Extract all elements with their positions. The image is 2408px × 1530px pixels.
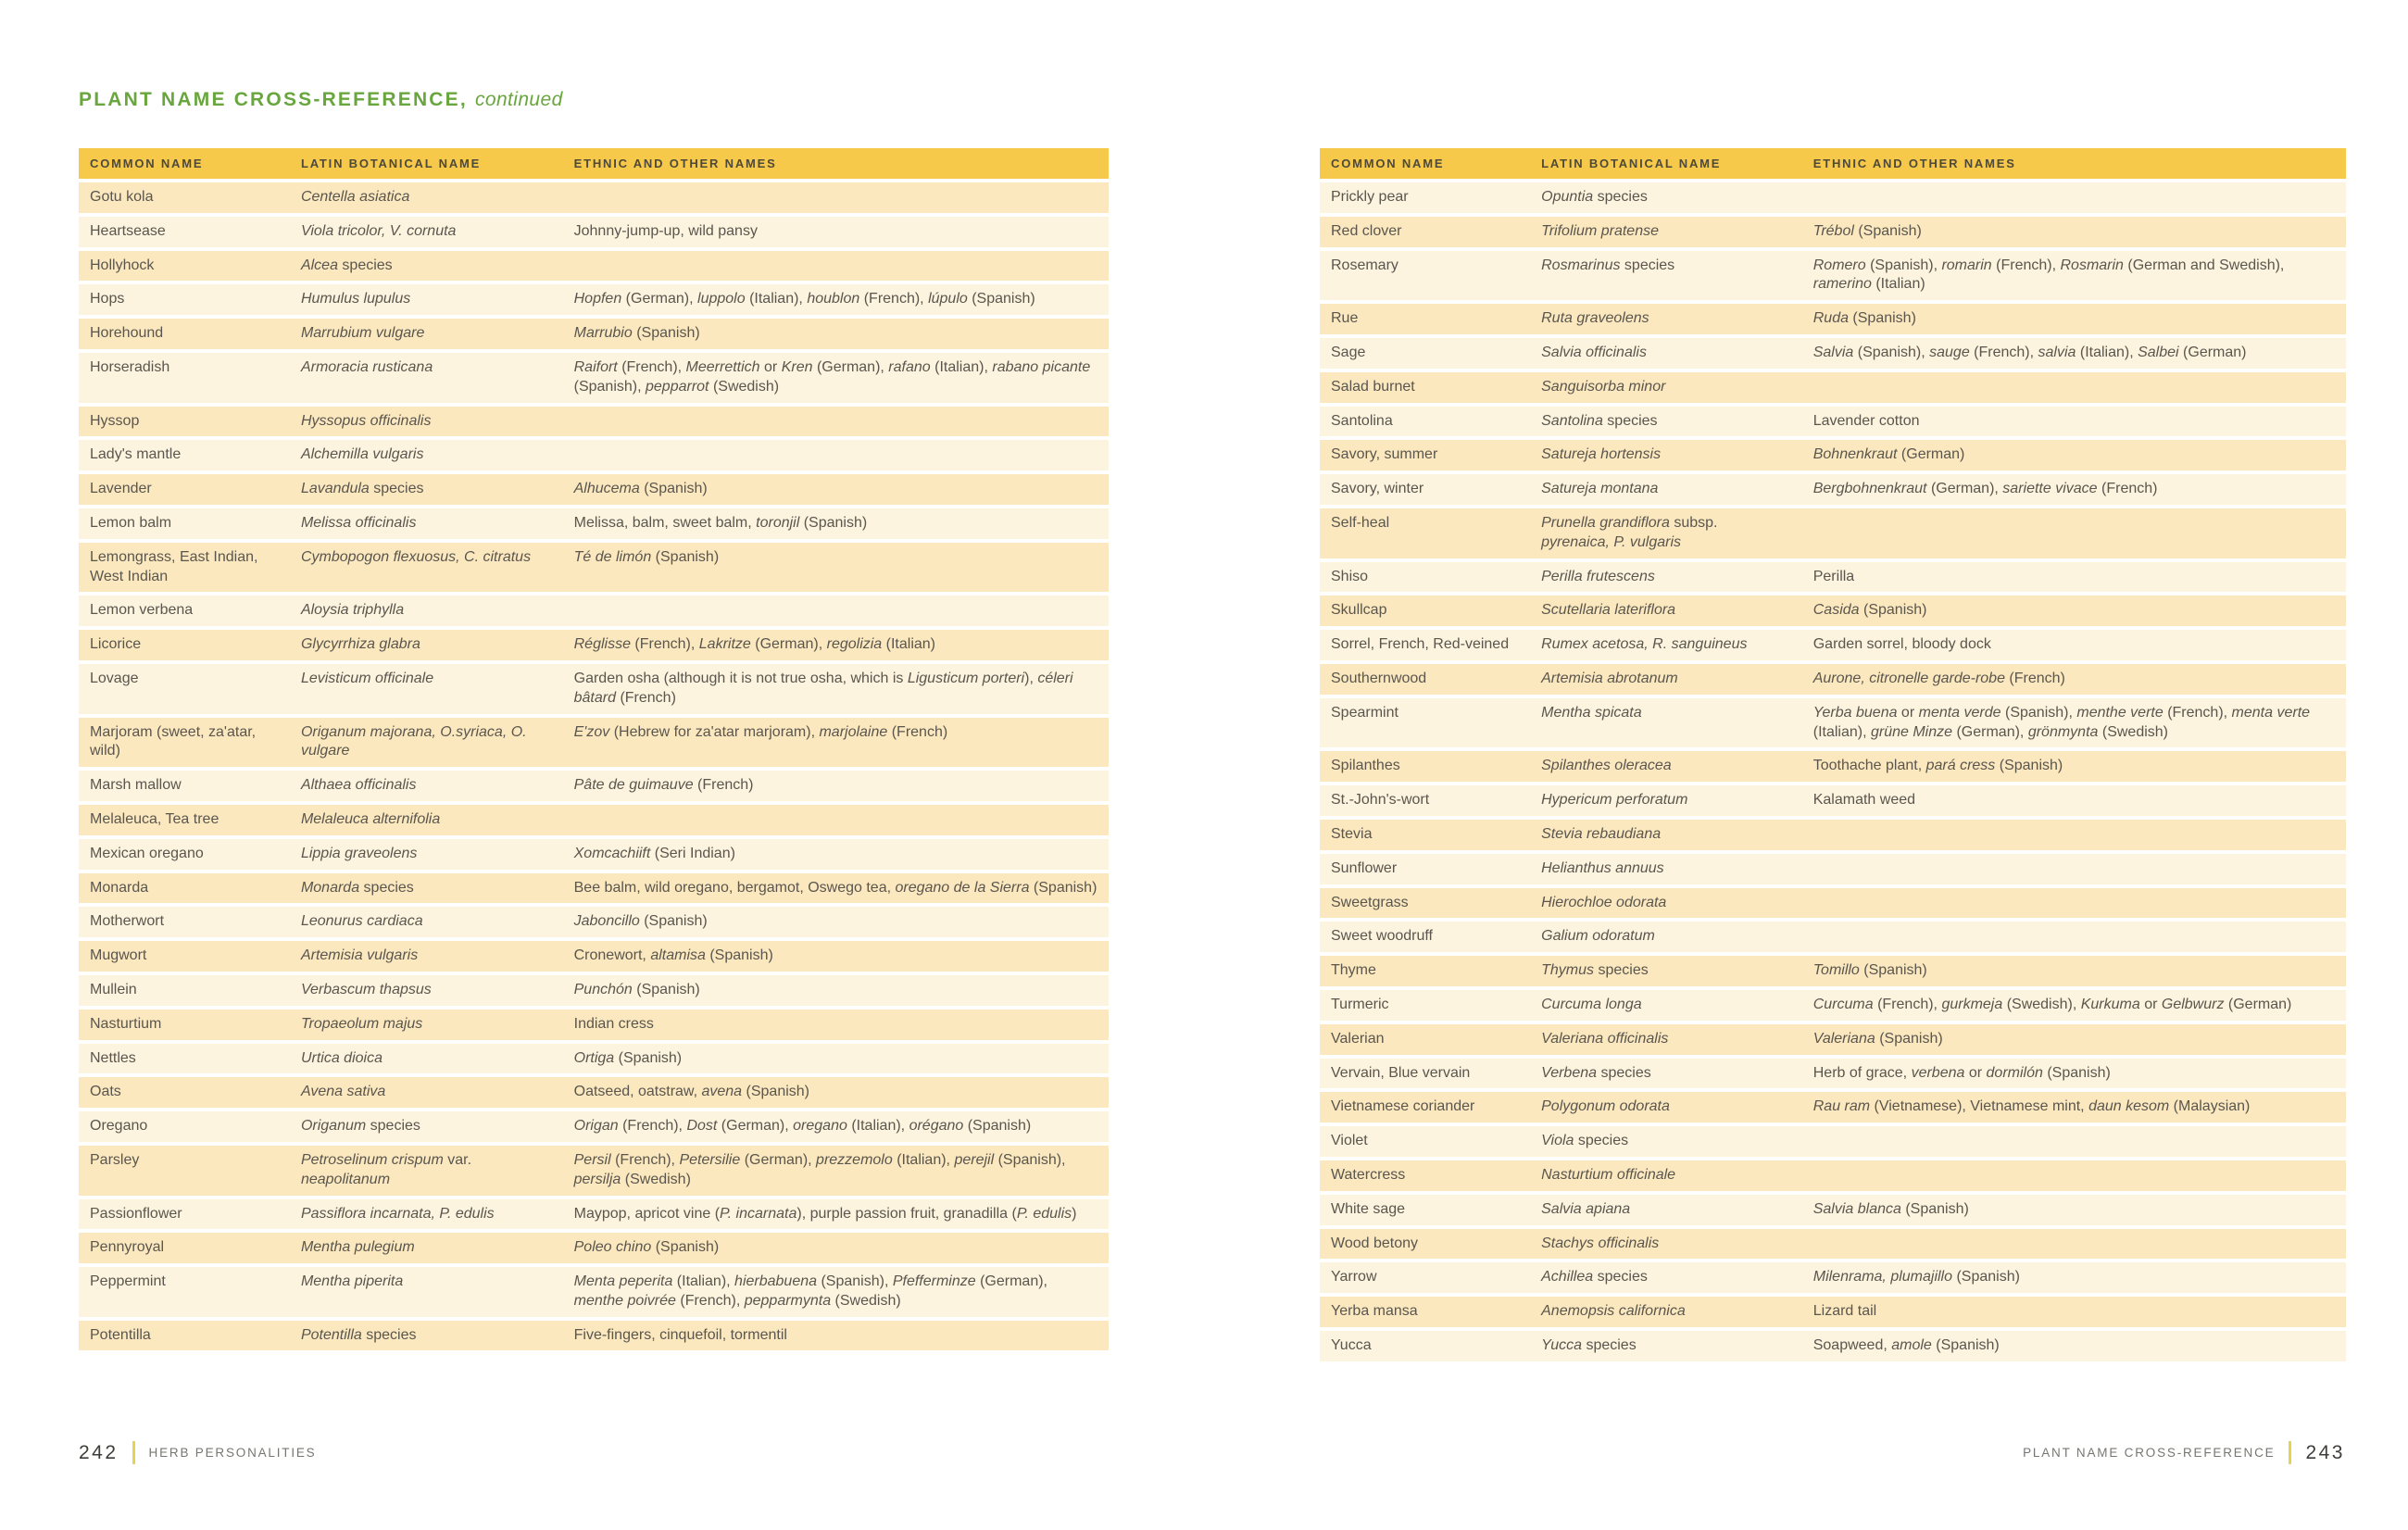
table-row bbox=[1320, 956, 2346, 986]
table-row bbox=[79, 596, 1109, 626]
table-row bbox=[1320, 217, 2346, 247]
ethnic-name-cell: E'zov (Hebrew for za'atar marjoram), marjolaine (French) bbox=[573, 723, 948, 740]
common-name-cell: Sage bbox=[1331, 344, 1366, 360]
common-name-cell: Thyme bbox=[1331, 962, 1376, 979]
table-row bbox=[1320, 630, 2346, 660]
ethnic-name-cell bbox=[563, 251, 1109, 282]
latin-name-cell: Scutellaria lateriflora bbox=[1541, 602, 1676, 619]
latin-name-cell: Viola species bbox=[1541, 1133, 1629, 1149]
table-row bbox=[1320, 338, 2346, 369]
table-row bbox=[1320, 1126, 2346, 1157]
latin-name-cell: Urtica dioica bbox=[300, 1049, 383, 1066]
latin-name-cell: Armoracia rusticana bbox=[300, 358, 433, 375]
ethnic-name-cell: Raifort (French), Meerrettich or Kren (German), rafano (Italian), rabano picante (Spanish), pepparrot (Swedish) bbox=[573, 358, 1091, 395]
ethnic-name-cell bbox=[1802, 1160, 2346, 1191]
table-row bbox=[79, 319, 1109, 349]
common-name-cell: Lemon balm bbox=[90, 514, 172, 531]
latin-name-cell: Hyssopus officinalis bbox=[300, 412, 432, 429]
common-name-cell: Stevia bbox=[1331, 825, 1373, 842]
latin-name-cell: Humulus lupulus bbox=[300, 291, 411, 307]
ethnic-name-cell: Yerba buena or menta verde (Spanish), menthe verte (French), menta verte (Italian), grüne Minze (German), grönmynta (Swedish) bbox=[1812, 704, 2311, 740]
common-name-cell: Rosemary bbox=[1331, 257, 1398, 273]
ethnic-name-cell: Ortiga (Spanish) bbox=[573, 1049, 683, 1066]
common-name-cell: Savory, summer bbox=[1331, 446, 1438, 463]
latin-name-cell: Potentilla species bbox=[300, 1326, 417, 1343]
table-row bbox=[79, 873, 1109, 904]
common-name-cell: Motherwort bbox=[90, 913, 165, 930]
table-row bbox=[1320, 664, 2346, 695]
table-row bbox=[1320, 1059, 2346, 1089]
plant-table-left bbox=[79, 148, 1109, 1350]
table-row bbox=[79, 1199, 1109, 1230]
latin-name-cell: Mentha piperita bbox=[300, 1273, 404, 1290]
table-row bbox=[79, 1233, 1109, 1263]
ethnic-name-cell bbox=[1802, 372, 2346, 403]
latin-name-cell: Salvia officinalis bbox=[1541, 344, 1647, 360]
common-name-cell: Self-heal bbox=[1331, 514, 1390, 531]
table-header-row bbox=[1320, 148, 2346, 179]
ethnic-name-cell: Xomcachiift (Seri Indian) bbox=[573, 845, 735, 861]
ethnic-name-cell: Té de limón (Spanish) bbox=[573, 548, 720, 565]
ethnic-name-cell: Bergbohnenkraut (German), sariette vivace (French) bbox=[1812, 481, 2158, 497]
latin-name-cell: Santolina species bbox=[1541, 412, 1658, 429]
table-row bbox=[1320, 562, 2346, 593]
common-name-cell: Skullcap bbox=[1331, 602, 1387, 619]
latin-name-cell: Marrubium vulgare bbox=[300, 325, 425, 342]
table-row bbox=[79, 543, 1109, 593]
ethnic-name-cell: Toothache plant, pará cress (Spanish) bbox=[1812, 758, 2063, 774]
ethnic-name-cell: Pâte de guimauve (French) bbox=[573, 777, 754, 794]
table-row bbox=[1320, 854, 2346, 884]
ethnic-name-cell: Melissa, balm, sweet balm, toronjil (Spanish) bbox=[573, 514, 868, 531]
table-row bbox=[1320, 440, 2346, 470]
table-row bbox=[1320, 785, 2346, 816]
common-name-cell: Rue bbox=[1331, 310, 1359, 327]
latin-name-cell: Viola tricolor, V. cornuta bbox=[300, 222, 457, 239]
common-name-cell: Marjoram (sweet, za'atar, wild) bbox=[90, 723, 257, 759]
table-row bbox=[79, 474, 1109, 505]
latin-name-cell: Satureja montana bbox=[1541, 481, 1659, 497]
common-name-cell: Vietnamese coriander bbox=[1331, 1098, 1475, 1115]
latin-name-cell: Galium odoratum bbox=[1541, 928, 1655, 945]
common-name-cell: Spilanthes bbox=[1331, 758, 1400, 774]
common-name-cell: Marsh mallow bbox=[90, 777, 182, 794]
table-row bbox=[1320, 1229, 2346, 1260]
ethnic-name-cell: Bee balm, wild oregano, bergamot, Oswego tea, oregano de la Sierra (Spanish) bbox=[573, 879, 1097, 896]
ethnic-name-cell: Jaboncillo (Spanish) bbox=[573, 913, 708, 930]
page-number: 243 bbox=[2305, 1441, 2345, 1463]
common-name-cell: Violet bbox=[1331, 1133, 1368, 1149]
latin-name-cell: Mentha pulegium bbox=[300, 1239, 415, 1256]
ethnic-name-cell bbox=[563, 407, 1109, 437]
table-row bbox=[1320, 596, 2346, 626]
ethnic-name-cell bbox=[1802, 820, 2346, 850]
ethnic-name-cell: Cronewort, altamisa (Spanish) bbox=[573, 947, 773, 964]
ethnic-name-cell bbox=[563, 440, 1109, 470]
latin-name-cell: Alcea species bbox=[300, 257, 393, 273]
ethnic-name-cell: Poleo chino (Spanish) bbox=[573, 1239, 720, 1256]
ethnic-name-cell: Casida (Spanish) bbox=[1812, 602, 1927, 619]
table-row bbox=[79, 182, 1109, 213]
common-name-cell: Mugwort bbox=[90, 947, 147, 964]
ethnic-name-cell: Marrubio (Spanish) bbox=[573, 325, 700, 342]
common-name-cell: Sweetgrass bbox=[1331, 894, 1409, 910]
table-row bbox=[1320, 508, 2346, 558]
table-row bbox=[1320, 1195, 2346, 1225]
ethnic-name-cell: Perilla bbox=[1812, 568, 1855, 584]
ethnic-name-cell: Tomillo (Spanish) bbox=[1812, 962, 1927, 979]
common-name-cell: Savory, winter bbox=[1331, 481, 1424, 497]
table-row bbox=[79, 975, 1109, 1006]
table-row bbox=[79, 907, 1109, 937]
ethnic-name-cell: Hopfen (German), luppolo (Italian), houblon (French), lúpulo (Spanish) bbox=[573, 291, 1035, 307]
common-name-cell: Sweet woodruff bbox=[1331, 928, 1433, 945]
table-row bbox=[1320, 1331, 2346, 1361]
latin-name-cell: Rosmarinus species bbox=[1541, 257, 1675, 273]
latin-name-cell: Passiflora incarnata, P. edulis bbox=[300, 1205, 495, 1222]
common-name-cell: Horseradish bbox=[90, 358, 170, 375]
ethnic-name-cell: Five-fingers, cinquefoil, tormentil bbox=[573, 1326, 787, 1343]
table-row bbox=[79, 217, 1109, 247]
ethnic-name-cell: Oatseed, oatstraw, avena (Spanish) bbox=[573, 1084, 809, 1100]
latin-name-cell: Lippia graveolens bbox=[300, 845, 418, 861]
latin-name-cell: Avena sativa bbox=[300, 1084, 386, 1100]
footer-section-title: HERB PERSONALITIES bbox=[148, 1446, 317, 1460]
common-name-cell: Turmeric bbox=[1331, 996, 1389, 1012]
common-name-cell: Lemongrass, East Indian, West Indian bbox=[90, 548, 258, 584]
latin-name-cell: Tropaeolum majus bbox=[300, 1015, 423, 1032]
common-name-cell: Lemon verbena bbox=[90, 602, 194, 619]
ethnic-name-cell bbox=[1802, 182, 2346, 213]
column-header: COMMON NAME bbox=[90, 157, 204, 170]
latin-name-cell: Ruta graveolens bbox=[1541, 310, 1649, 327]
table-row bbox=[1320, 251, 2346, 301]
latin-name-cell: Satureja hortensis bbox=[1541, 446, 1662, 463]
latin-name-cell: Valeriana officinalis bbox=[1541, 1030, 1669, 1047]
ethnic-name-cell: Punchón (Spanish) bbox=[573, 981, 700, 997]
table-row bbox=[79, 805, 1109, 835]
ethnic-name-cell: Indian cress bbox=[573, 1015, 654, 1032]
latin-name-cell: Verbascum thapsus bbox=[300, 981, 432, 997]
ethnic-name-cell: Johnny-jump-up, wild pansy bbox=[573, 222, 758, 239]
common-name-cell: Lady's mantle bbox=[90, 446, 182, 463]
common-name-cell: Passionflower bbox=[90, 1205, 182, 1222]
table-row bbox=[1320, 698, 2346, 748]
ethnic-name-cell bbox=[563, 596, 1109, 626]
latin-name-cell: Leonurus cardiaca bbox=[300, 913, 423, 930]
table-row bbox=[1320, 1024, 2346, 1055]
table-row bbox=[1320, 474, 2346, 505]
common-name-cell: Heartsease bbox=[90, 222, 166, 239]
table-row bbox=[1320, 372, 2346, 403]
ethnic-name-cell: Herb of grace, verbena or dormilón (Spanish) bbox=[1812, 1064, 2111, 1081]
common-name-cell: Parsley bbox=[90, 1151, 140, 1168]
common-name-cell: Yarrow bbox=[1331, 1269, 1377, 1285]
latin-name-cell: Opuntia species bbox=[1541, 189, 1648, 205]
common-name-cell: Licorice bbox=[90, 636, 142, 653]
latin-name-cell: Alchemilla vulgaris bbox=[300, 446, 424, 463]
column-header: ETHNIC AND OTHER NAMES bbox=[1812, 157, 2016, 170]
latin-name-cell: Polygonum odorata bbox=[1541, 1098, 1670, 1115]
latin-name-cell: Aloysia triphylla bbox=[300, 602, 405, 619]
common-name-cell: Wood betony bbox=[1331, 1235, 1418, 1251]
table-row bbox=[1320, 182, 2346, 213]
ethnic-name-cell: Salvia blanca (Spanish) bbox=[1812, 1200, 1969, 1217]
latin-name-cell: Glycyrrhiza glabra bbox=[300, 636, 420, 653]
latin-name-cell: Helianthus annuus bbox=[1541, 859, 1664, 876]
table-row bbox=[79, 941, 1109, 972]
table-row bbox=[79, 1321, 1109, 1351]
table-row bbox=[79, 718, 1109, 768]
common-name-cell: Watercress bbox=[1331, 1166, 1406, 1183]
latin-name-cell: Nasturtium officinale bbox=[1541, 1166, 1676, 1183]
table-row bbox=[79, 771, 1109, 801]
ethnic-name-cell: Valeriana (Spanish) bbox=[1812, 1030, 1943, 1047]
table-row bbox=[1320, 820, 2346, 850]
latin-name-cell: Levisticum officinale bbox=[300, 670, 434, 686]
table-row bbox=[79, 1267, 1109, 1317]
common-name-cell: Gotu kola bbox=[90, 189, 154, 205]
table-row bbox=[79, 508, 1109, 539]
latin-name-cell: Curcuma longa bbox=[1541, 996, 1642, 1012]
common-name-cell: Red clover bbox=[1331, 222, 1402, 239]
footer-section-title: PLANT NAME CROSS-REFERENCE bbox=[2023, 1446, 2276, 1460]
table-row bbox=[1320, 407, 2346, 437]
table-row bbox=[1320, 751, 2346, 782]
plant-table-right bbox=[1320, 148, 2346, 1361]
table-row bbox=[1320, 888, 2346, 919]
common-name-cell: Hyssop bbox=[90, 412, 140, 429]
common-name-cell: Salad burnet bbox=[1331, 378, 1415, 395]
ethnic-name-cell: Trébol (Spanish) bbox=[1812, 222, 1922, 239]
column-header: COMMON NAME bbox=[1331, 157, 1445, 170]
latin-name-cell: Althaea officinalis bbox=[300, 777, 417, 794]
table-row bbox=[79, 1146, 1109, 1196]
latin-name-cell: Anemopsis californica bbox=[1541, 1303, 1686, 1320]
latin-name-cell: Artemisia abrotanum bbox=[1541, 670, 1678, 686]
page-title bbox=[79, 89, 563, 111]
latin-name-cell: Achillea species bbox=[1541, 1269, 1648, 1285]
ethnic-name-cell bbox=[1802, 888, 2346, 919]
common-name-cell: Oats bbox=[90, 1084, 121, 1100]
left-page-footer bbox=[79, 1441, 317, 1464]
ethnic-name-cell bbox=[1802, 508, 2346, 558]
common-name-cell: Mullein bbox=[90, 981, 137, 997]
page-title-main: PLANT NAME CROSS-REFERENCE, bbox=[79, 89, 468, 110]
table-row bbox=[79, 1044, 1109, 1074]
page-number: 242 bbox=[79, 1441, 119, 1463]
footer-divider-bar bbox=[2289, 1441, 2291, 1464]
table-row bbox=[79, 1111, 1109, 1142]
ethnic-name-cell bbox=[1802, 1229, 2346, 1260]
ethnic-name-cell: Milenrama, plumajillo (Spanish) bbox=[1812, 1269, 2020, 1285]
common-name-cell: Prickly pear bbox=[1331, 189, 1409, 205]
table-row bbox=[1320, 304, 2346, 334]
table-row bbox=[79, 440, 1109, 470]
table-row bbox=[79, 630, 1109, 660]
ethnic-name-cell: Aurone, citronelle garde-robe (French) bbox=[1812, 670, 2065, 686]
latin-name-cell: Lavandula species bbox=[300, 481, 424, 497]
ethnic-name-cell bbox=[563, 182, 1109, 213]
table-row bbox=[79, 251, 1109, 282]
ethnic-name-cell: Origan (French), Dost (German), oregano (Italian), orégano (Spanish) bbox=[573, 1118, 1032, 1135]
latin-name-cell: Salvia apiana bbox=[1541, 1200, 1631, 1217]
right-page bbox=[1204, 0, 2408, 1530]
latin-name-cell: Cymbopogon flexuosus, C. citratus bbox=[300, 548, 532, 565]
ethnic-name-cell: Bohnenkraut (German) bbox=[1812, 446, 1965, 463]
latin-name-cell: Prunella grandiflora subsp. pyrenaica, P. vulgaris bbox=[1541, 514, 1718, 550]
table-row bbox=[1320, 1262, 2346, 1293]
common-name-cell: Vervain, Blue vervain bbox=[1331, 1064, 1471, 1081]
latin-name-cell: Petroselinum crispum var. neapolitanum bbox=[300, 1151, 472, 1187]
ethnic-name-cell: Soapweed, amole (Spanish) bbox=[1812, 1336, 2000, 1353]
ethnic-name-cell bbox=[563, 805, 1109, 835]
ethnic-name-cell: Romero (Spanish), romarin (French), Rosmarin (German and Swedish), ramerino (Italian) bbox=[1812, 257, 2285, 293]
latin-name-cell: Stachys officinalis bbox=[1541, 1235, 1660, 1251]
table-row bbox=[79, 839, 1109, 870]
common-name-cell: Santolina bbox=[1331, 412, 1393, 429]
table-row bbox=[1320, 1297, 2346, 1327]
footer-divider-bar bbox=[132, 1441, 135, 1464]
latin-name-cell: Yucca species bbox=[1541, 1336, 1637, 1353]
ethnic-name-cell: Salvia (Spanish), sauge (French), salvia (Italian), Salbei (German) bbox=[1812, 344, 2247, 360]
common-name-cell: Lavender bbox=[90, 481, 152, 497]
latin-name-cell: Centella asiatica bbox=[300, 189, 410, 205]
latin-name-cell: Rumex acetosa, R. sanguineus bbox=[1541, 636, 1748, 653]
column-header: ETHNIC AND OTHER NAMES bbox=[573, 157, 777, 170]
latin-name-cell: Sanguisorba minor bbox=[1541, 378, 1666, 395]
ethnic-name-cell bbox=[1802, 922, 2346, 952]
ethnic-name-cell: Alhucema (Spanish) bbox=[573, 481, 708, 497]
common-name-cell: Shiso bbox=[1331, 568, 1369, 584]
table-row bbox=[79, 1077, 1109, 1108]
latin-name-cell: Melaleuca alternifolia bbox=[300, 810, 441, 827]
table-row bbox=[79, 353, 1109, 403]
ethnic-name-cell: Garden osha (although it is not true osha, which is Ligusticum porteri), céleri bâtard (French) bbox=[573, 670, 1073, 706]
ethnic-name-cell: Garden sorrel, bloody dock bbox=[1812, 636, 1991, 653]
page-title-continued: continued bbox=[474, 89, 563, 110]
table-row bbox=[1320, 990, 2346, 1021]
common-name-cell: Sunflower bbox=[1331, 859, 1398, 876]
ethnic-name-cell: Curcuma (French), gurkmeja (Swedish), Kurkuma or Gelbwurz (German) bbox=[1812, 996, 2292, 1012]
common-name-cell: Lovage bbox=[90, 670, 139, 686]
table-row bbox=[79, 284, 1109, 315]
common-name-cell: Southernwood bbox=[1331, 670, 1427, 686]
ethnic-name-cell: Kalamath weed bbox=[1812, 792, 1916, 809]
common-name-cell: Potentilla bbox=[90, 1326, 151, 1343]
latin-name-cell: Thymus species bbox=[1541, 962, 1649, 979]
latin-name-cell: Origanum species bbox=[300, 1118, 420, 1135]
common-name-cell: Oregano bbox=[90, 1118, 148, 1135]
common-name-cell: Pennyroyal bbox=[90, 1239, 165, 1256]
latin-name-cell: Verbena species bbox=[1541, 1064, 1651, 1081]
ethnic-name-cell: Rau ram (Vietnamese), Vietnamese mint, daun kesom (Malaysian) bbox=[1812, 1098, 2251, 1115]
table-row bbox=[79, 407, 1109, 437]
latin-name-cell: Stevia rebaudiana bbox=[1541, 825, 1662, 842]
table-row bbox=[1320, 922, 2346, 952]
common-name-cell: Yerba mansa bbox=[1331, 1303, 1418, 1320]
ethnic-name-cell: Ruda (Spanish) bbox=[1812, 310, 1916, 327]
ethnic-name-cell: Menta peperita (Italian), hierbabuena (Spanish), Pfefferminze (German), menthe poivrée (French), pepparmynta (Swedish) bbox=[573, 1273, 1047, 1309]
common-name-cell: White sage bbox=[1331, 1200, 1406, 1217]
common-name-cell: Nettles bbox=[90, 1049, 136, 1066]
latin-name-cell: Mentha spicata bbox=[1541, 704, 1642, 721]
latin-name-cell: Origanum majorana, O.syriaca, O. vulgare bbox=[300, 723, 527, 759]
latin-name-cell: Monarda species bbox=[300, 879, 414, 896]
latin-name-cell: Hierochloe odorata bbox=[1541, 894, 1667, 910]
ethnic-name-cell bbox=[1802, 1126, 2346, 1157]
common-name-cell: Monarda bbox=[90, 879, 149, 896]
ethnic-name-cell bbox=[1802, 854, 2346, 884]
common-name-cell: Peppermint bbox=[90, 1273, 166, 1290]
common-name-cell: St.-John's-wort bbox=[1331, 792, 1430, 809]
column-header: LATIN BOTANICAL NAME bbox=[1541, 157, 1722, 170]
table-row bbox=[79, 664, 1109, 714]
common-name-cell: Yucca bbox=[1331, 1336, 1372, 1353]
latin-name-cell: Hypericum perforatum bbox=[1541, 792, 1688, 809]
column-header: LATIN BOTANICAL NAME bbox=[300, 157, 482, 170]
common-name-cell: Melaleuca, Tea tree bbox=[90, 810, 219, 827]
ethnic-name-cell: Lavender cotton bbox=[1812, 412, 1920, 429]
ethnic-name-cell: Réglisse (French), Lakritze (German), regolizia (Italian) bbox=[573, 636, 935, 653]
table-row bbox=[1320, 1092, 2346, 1122]
table-header-row bbox=[79, 148, 1109, 179]
common-name-cell: Mexican oregano bbox=[90, 845, 204, 861]
common-name-cell: Valerian bbox=[1331, 1030, 1385, 1047]
table-row bbox=[79, 1010, 1109, 1040]
ethnic-name-cell: Persil (French), Petersilie (German), prezzemolo (Italian), perejil (Spanish), persilja (Swedish) bbox=[573, 1151, 1066, 1187]
common-name-cell: Sorrel, French, Red-veined bbox=[1331, 636, 1510, 653]
latin-name-cell: Artemisia vulgaris bbox=[300, 947, 419, 964]
ethnic-name-cell: Lizard tail bbox=[1812, 1303, 1877, 1320]
common-name-cell: Nasturtium bbox=[90, 1015, 162, 1032]
common-name-cell: Hollyhock bbox=[90, 257, 155, 273]
latin-name-cell: Melissa officinalis bbox=[300, 514, 417, 531]
table-row bbox=[1320, 1160, 2346, 1191]
common-name-cell: Spearmint bbox=[1331, 704, 1398, 721]
latin-name-cell: Perilla frutescens bbox=[1541, 568, 1655, 584]
latin-name-cell: Trifolium pratense bbox=[1541, 222, 1659, 239]
ethnic-name-cell: Maypop, apricot vine (P. incarnata), purple passion fruit, granadilla (P. edulis) bbox=[573, 1205, 1077, 1222]
common-name-cell: Horehound bbox=[90, 325, 164, 342]
common-name-cell: Hops bbox=[90, 291, 125, 307]
latin-name-cell: Spilanthes oleracea bbox=[1541, 758, 1672, 774]
right-page-footer bbox=[2023, 1441, 2345, 1464]
